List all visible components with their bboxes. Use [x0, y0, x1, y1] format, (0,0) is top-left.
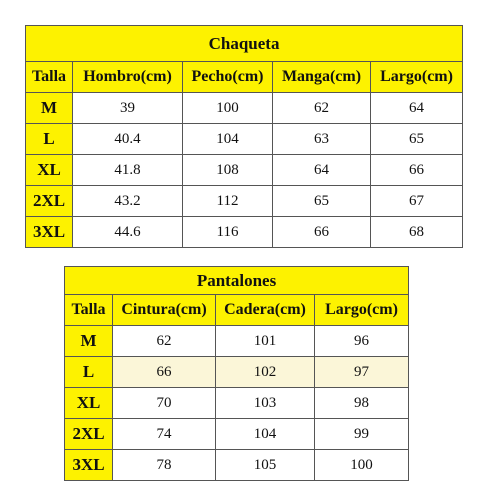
jacket-value-cell: 104: [183, 124, 273, 155]
pants-row: [65, 450, 409, 481]
jacket-header-chest: Pecho(cm): [183, 62, 273, 93]
pants-size-cell: 3XL: [65, 450, 113, 481]
jacket-value-cell: 67: [371, 186, 463, 217]
jacket-header-length: Largo(cm): [371, 62, 463, 93]
pants-header-waist: Cintura(cm): [113, 295, 216, 326]
jacket-value-cell: 68: [371, 217, 463, 248]
jacket-size-cell: M: [26, 93, 73, 124]
jacket-size-cell: 2XL: [26, 186, 73, 217]
pants-value-cell: 100: [315, 450, 409, 481]
jacket-value-cell: 66: [273, 217, 371, 248]
pants-header-length: Largo(cm): [315, 295, 409, 326]
pants-value-cell: 101: [216, 326, 315, 357]
pants-value-cell: 103: [216, 388, 315, 419]
jacket-size-cell: L: [26, 124, 73, 155]
jacket-row: [26, 124, 463, 155]
jacket-value-cell: 62: [273, 93, 371, 124]
jacket-header-sleeve: Manga(cm): [273, 62, 371, 93]
pants-value-cell: 99: [315, 419, 409, 450]
pants-value-cell: 96: [315, 326, 409, 357]
pants-value-cell: 105: [216, 450, 315, 481]
jacket-row: [26, 217, 463, 248]
jacket-value-cell: 65: [273, 186, 371, 217]
pants-header-hip: Cadera(cm): [216, 295, 315, 326]
pants-value-cell: 70: [113, 388, 216, 419]
pants-row: [65, 388, 409, 419]
jacket-value-cell: 65: [371, 124, 463, 155]
jacket-value-cell: 66: [371, 155, 463, 186]
pants-size-table: [64, 266, 409, 481]
pants-row: [65, 357, 409, 388]
pants-size-cell: L: [65, 357, 113, 388]
pants-header-size: Talla: [65, 295, 113, 326]
jacket-value-cell: 39: [73, 93, 183, 124]
jacket-value-cell: 41.8: [73, 155, 183, 186]
jacket-value-cell: 44.6: [73, 217, 183, 248]
jacket-value-cell: 64: [371, 93, 463, 124]
jacket-value-cell: 100: [183, 93, 273, 124]
jacket-row: [26, 155, 463, 186]
jacket-value-cell: 108: [183, 155, 273, 186]
pants-row: [65, 326, 409, 357]
pants-size-cell: 2XL: [65, 419, 113, 450]
jacket-value-cell: 40.4: [73, 124, 183, 155]
jacket-size-table: [25, 25, 463, 248]
jacket-row: [26, 93, 463, 124]
jacket-header-size: Talla: [26, 62, 73, 93]
pants-value-cell: 78: [113, 450, 216, 481]
pants-size-cell: M: [65, 326, 113, 357]
pants-value-cell: 104: [216, 419, 315, 450]
jacket-size-cell: 3XL: [26, 217, 73, 248]
jacket-value-cell: 64: [273, 155, 371, 186]
jacket-value-cell: 63: [273, 124, 371, 155]
jacket-value-cell: 112: [183, 186, 273, 217]
jacket-row: [26, 186, 463, 217]
pants-value-cell: 97: [315, 357, 409, 388]
pants-value-cell: 62: [113, 326, 216, 357]
pants-value-cell: 66: [113, 357, 216, 388]
pants-row: [65, 419, 409, 450]
pants-value-cell: 102: [216, 357, 315, 388]
jacket-table-title: Chaqueta: [26, 26, 463, 62]
pants-value-cell: 74: [113, 419, 216, 450]
pants-table-title: Pantalones: [65, 267, 409, 295]
jacket-value-cell: 43.2: [73, 186, 183, 217]
jacket-header-shoulder: Hombro(cm): [73, 62, 183, 93]
pants-size-cell: XL: [65, 388, 113, 419]
jacket-size-cell: XL: [26, 155, 73, 186]
jacket-value-cell: 116: [183, 217, 273, 248]
pants-value-cell: 98: [315, 388, 409, 419]
